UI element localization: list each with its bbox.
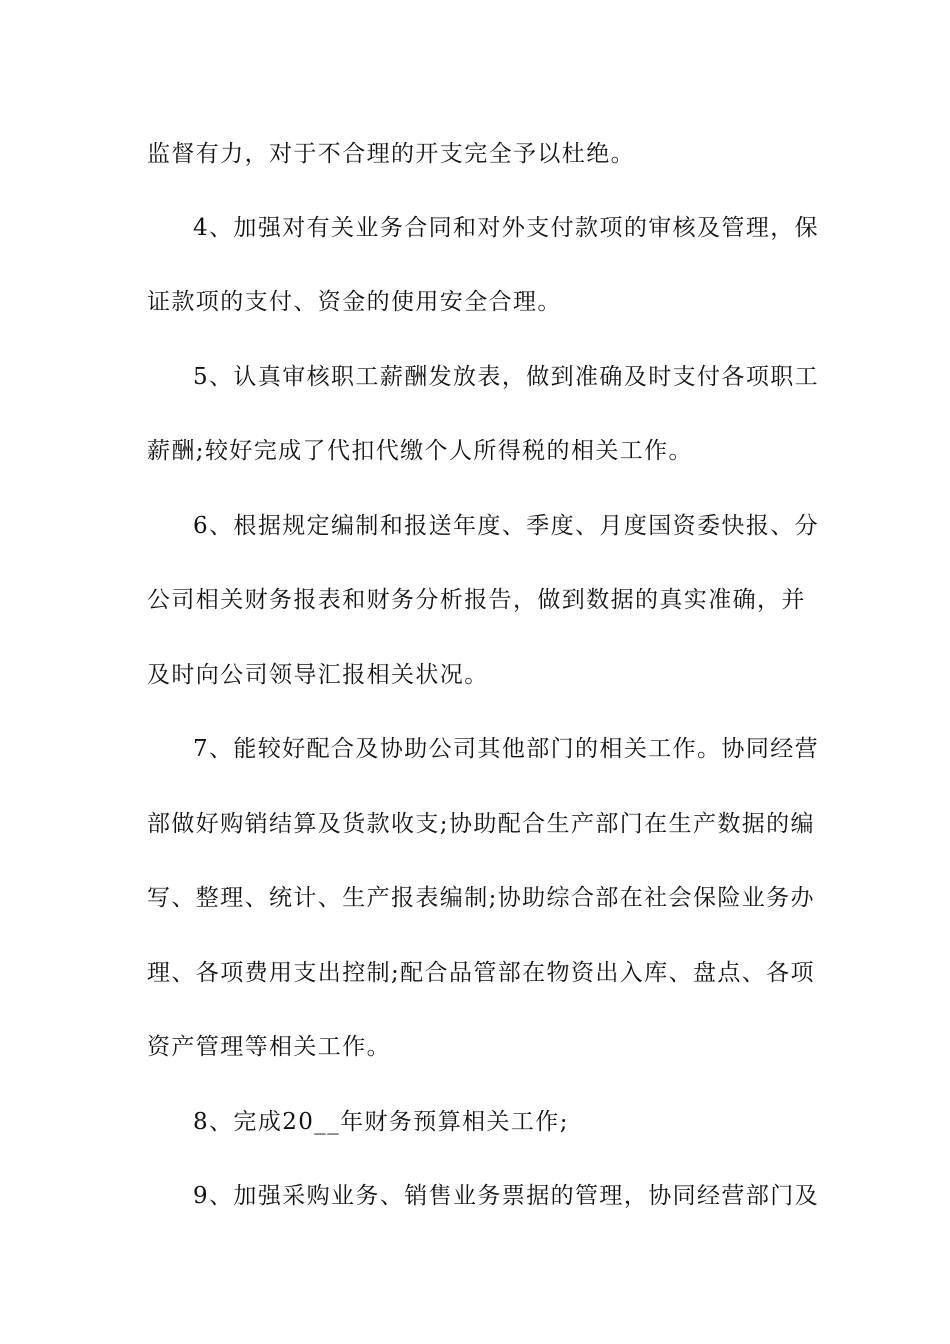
paragraph-line: 证款项的支付、资金的使用安全合理。 — [147, 289, 562, 315]
paragraph-line: 写、整理、统计、生产报表编制;协助综合部在社会保险业务办 — [147, 885, 815, 911]
paragraph-line: 6、根据规定编制和报送年度、季度、月度国资委快报、分 — [193, 513, 820, 539]
paragraph-line: 及时向公司领导汇报相关状况。 — [147, 662, 489, 688]
paragraph-line: 薪酬;较好完成了代扣代缴个人所得税的相关工作。 — [147, 438, 693, 464]
paragraph-line: 5、认真审核职工薪酬发放表，做到准确及时支付各项职工 — [193, 364, 820, 390]
paragraph-line: 7、能较好配合及协助公司其他部门的相关工作。协同经营 — [193, 736, 820, 762]
paragraph-line: 理、各项费用支出控制;配合品管部在物资出入库、盘点、各项 — [147, 960, 815, 986]
paragraph-line: 9、加强采购业务、销售业务票据的管理，协同经营部门及 — [193, 1183, 820, 1209]
paragraph-line: 公司相关财务报表和财务分析报告，做到数据的真实准确，并 — [147, 587, 806, 613]
paragraph-line: 4、加强对有关业务合同和对外支付款项的审核及管理，保 — [193, 215, 820, 241]
paragraph-line: 资产管理等相关工作。 — [147, 1034, 391, 1060]
paragraph-line: 监督有力，对于不合理的开支完全予以杜绝。 — [147, 141, 635, 167]
paragraph-line: 8、完成20__年财务预算相关工作; — [193, 1109, 569, 1135]
paragraph-line: 部做好购销结算及货款收支;协助配合生产部门在生产数据的编 — [147, 811, 815, 837]
